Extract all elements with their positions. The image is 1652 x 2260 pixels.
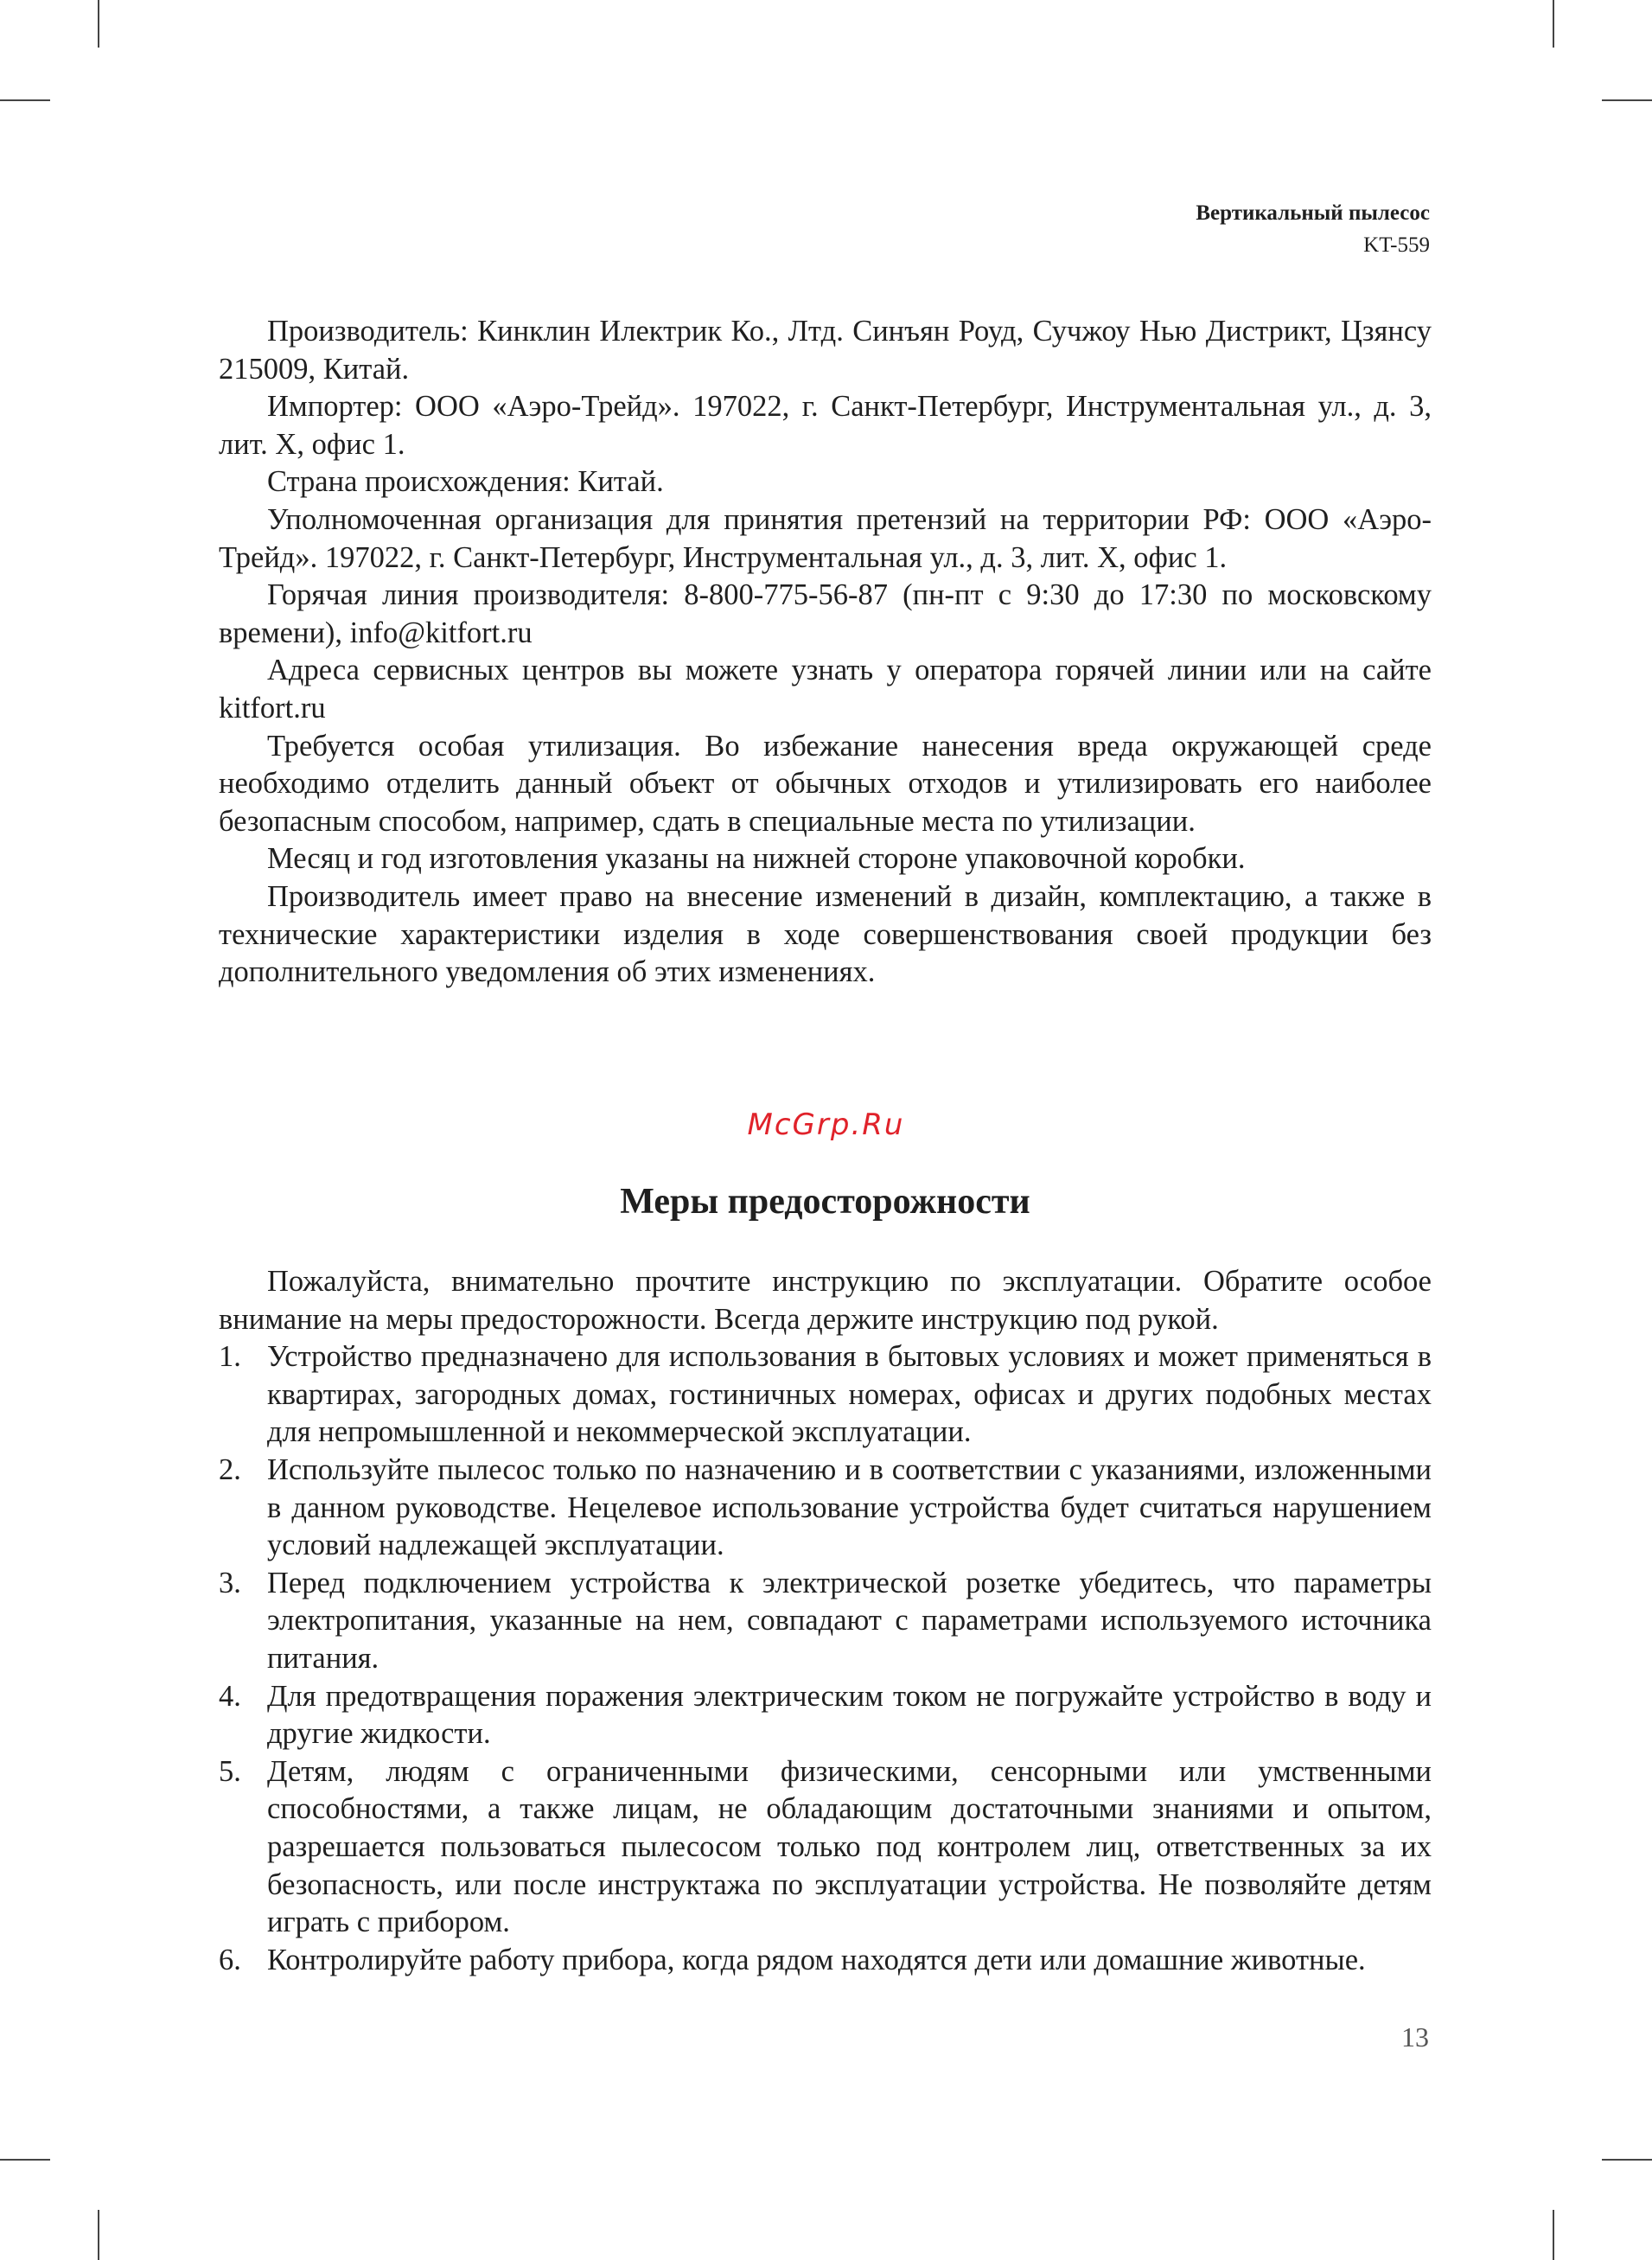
info-paragraph-changes: Производитель имеет право на внесение изменений в дизайн, комплектацию, а также в технические характеристики изделия в ходе совершенствования своей продукции без дополнительного уведомления об этих изменениях. <box>219 879 1432 989</box>
info-paragraph-country: Страна происхождения: Китай. <box>267 465 664 499</box>
crop-mark-top-right-h <box>1602 99 1652 101</box>
list-item-number: 4. <box>219 1679 241 1713</box>
info-paragraph-importer: Импортер: ООО «Аэро-Трейд». 197022, г. Санкт-Петербург, Инструментальная ул., д. 3, лит. Х, офис 1. <box>219 390 1432 461</box>
section-heading: Меры предосторожности <box>620 1182 1030 1222</box>
info-paragraph-manufacture-date: Месяц и год изготовления указаны на нижней стороне упаковочной коробки. <box>267 842 1246 876</box>
crop-mark-top-left <box>98 0 99 48</box>
list-item <box>219 1338 1432 1452</box>
list-item-text: Контролируйте работу прибора, когда рядом находятся дети или домашние животные. <box>267 1943 1366 1976</box>
info-paragraph-service-centers: Адреса сервисных центров вы можете узнать у оператора горячей линии или на сайте kitfort.ru <box>219 654 1432 725</box>
running-head <box>1196 197 1430 261</box>
list-item <box>219 1565 1432 1678</box>
list-item <box>219 1678 1432 1753</box>
list-item-text: Для предотвращения поражения электрическим током не погружайте устройство в воду и другие жидкости. <box>267 1679 1432 1751</box>
manufacturer-info <box>219 313 1432 992</box>
list-item-number: 3. <box>219 1566 241 1599</box>
crop-mark-top-right <box>1553 0 1554 48</box>
list-item <box>219 1452 1432 1565</box>
watermark: McGrp.Ru <box>747 1108 905 1142</box>
page-number: 13 <box>1401 2021 1429 2053</box>
list-item <box>219 1753 1432 1942</box>
list-item <box>219 1942 1432 1980</box>
crop-mark-bottom-right <box>1553 2210 1554 2260</box>
list-item-text: Детям, людям с ограниченными физическими, сенсорными или умственными способностями, а также лицам, не обладающим достаточными знаниями и опытом, разрешается пользоваться пылесосом только под контролем лиц, ответственных за их безопасность, или после инструктажа по эксплуатации устройства. Не позволяйте детям играть с прибором. <box>267 1754 1432 1939</box>
product-model: KT-559 <box>1363 233 1430 257</box>
list-item-number: 2. <box>219 1452 241 1486</box>
list-item-text: Устройство предназначено для использования в бытовых условиях и может применяться в квартирах, загородных домах, гостиничных номерах, офисах и других подобных местах для непромышленной и некоммерческой эксплуатации. <box>267 1340 1432 1449</box>
list-item-number: 5. <box>219 1754 241 1788</box>
info-paragraph-hotline: Горячая линия производителя: 8-800-775-56-87 (пн-пт с 9:30 до 17:30 по московскому времени), info@kitfort.ru <box>219 578 1432 649</box>
crop-mark-top-left-h <box>0 99 50 101</box>
list-item-text: Перед подключением устройства к электрической розетке убедитесь, что параметры электропитания, указанные на нем, совпадают с параметрами используемого источника питания. <box>267 1566 1432 1675</box>
info-paragraph-authorized-org: Уполномоченная организация для принятия претензий на территории РФ: ООО «Аэро-Трейд». 197022, г. Санкт-Петербург, Инструментальная ул., д. 3, лит. Х, офис 1. <box>219 502 1432 574</box>
list-item-number: 6. <box>219 1943 241 1976</box>
crop-mark-bottom-left <box>98 2210 99 2260</box>
precautions-block <box>219 1263 1432 1979</box>
precautions-list <box>219 1338 1432 1979</box>
precautions-intro: Пожалуйста, внимательно прочтите инструкцию по эксплуатации. Обратите особое внимание на меры предосторожности. Всегда держите инструкцию под рукой. <box>219 1265 1432 1336</box>
list-item-number: 1. <box>219 1340 241 1374</box>
crop-mark-bottom-left-h <box>0 2159 50 2161</box>
list-item-text: Используйте пылесос только по назначению и в соответствии с указаниями, изложенными в данном руководстве. Нецелевое использование устройства будет считаться нарушением условий надлежащей эксплуатации. <box>267 1452 1432 1562</box>
info-paragraph-disposal: Требуется особая утилизация. Во избежание нанесения вреда окружающей среде необходимо отделить данный объект от обычных отходов и утилизировать его наиболее безопасным способом, например, сдать в специальные места по утилизации. <box>219 729 1432 838</box>
info-paragraph-manufacturer: Производитель: Кинклин Илектрик Ко., Лтд. Синъян Роуд, Сучжоу Нью Дистрикт, Цзянсу 215009, Китай. <box>219 315 1432 386</box>
crop-mark-bottom-right-h <box>1602 2159 1652 2161</box>
product-title: Вертикальный пылесос <box>1196 201 1430 225</box>
